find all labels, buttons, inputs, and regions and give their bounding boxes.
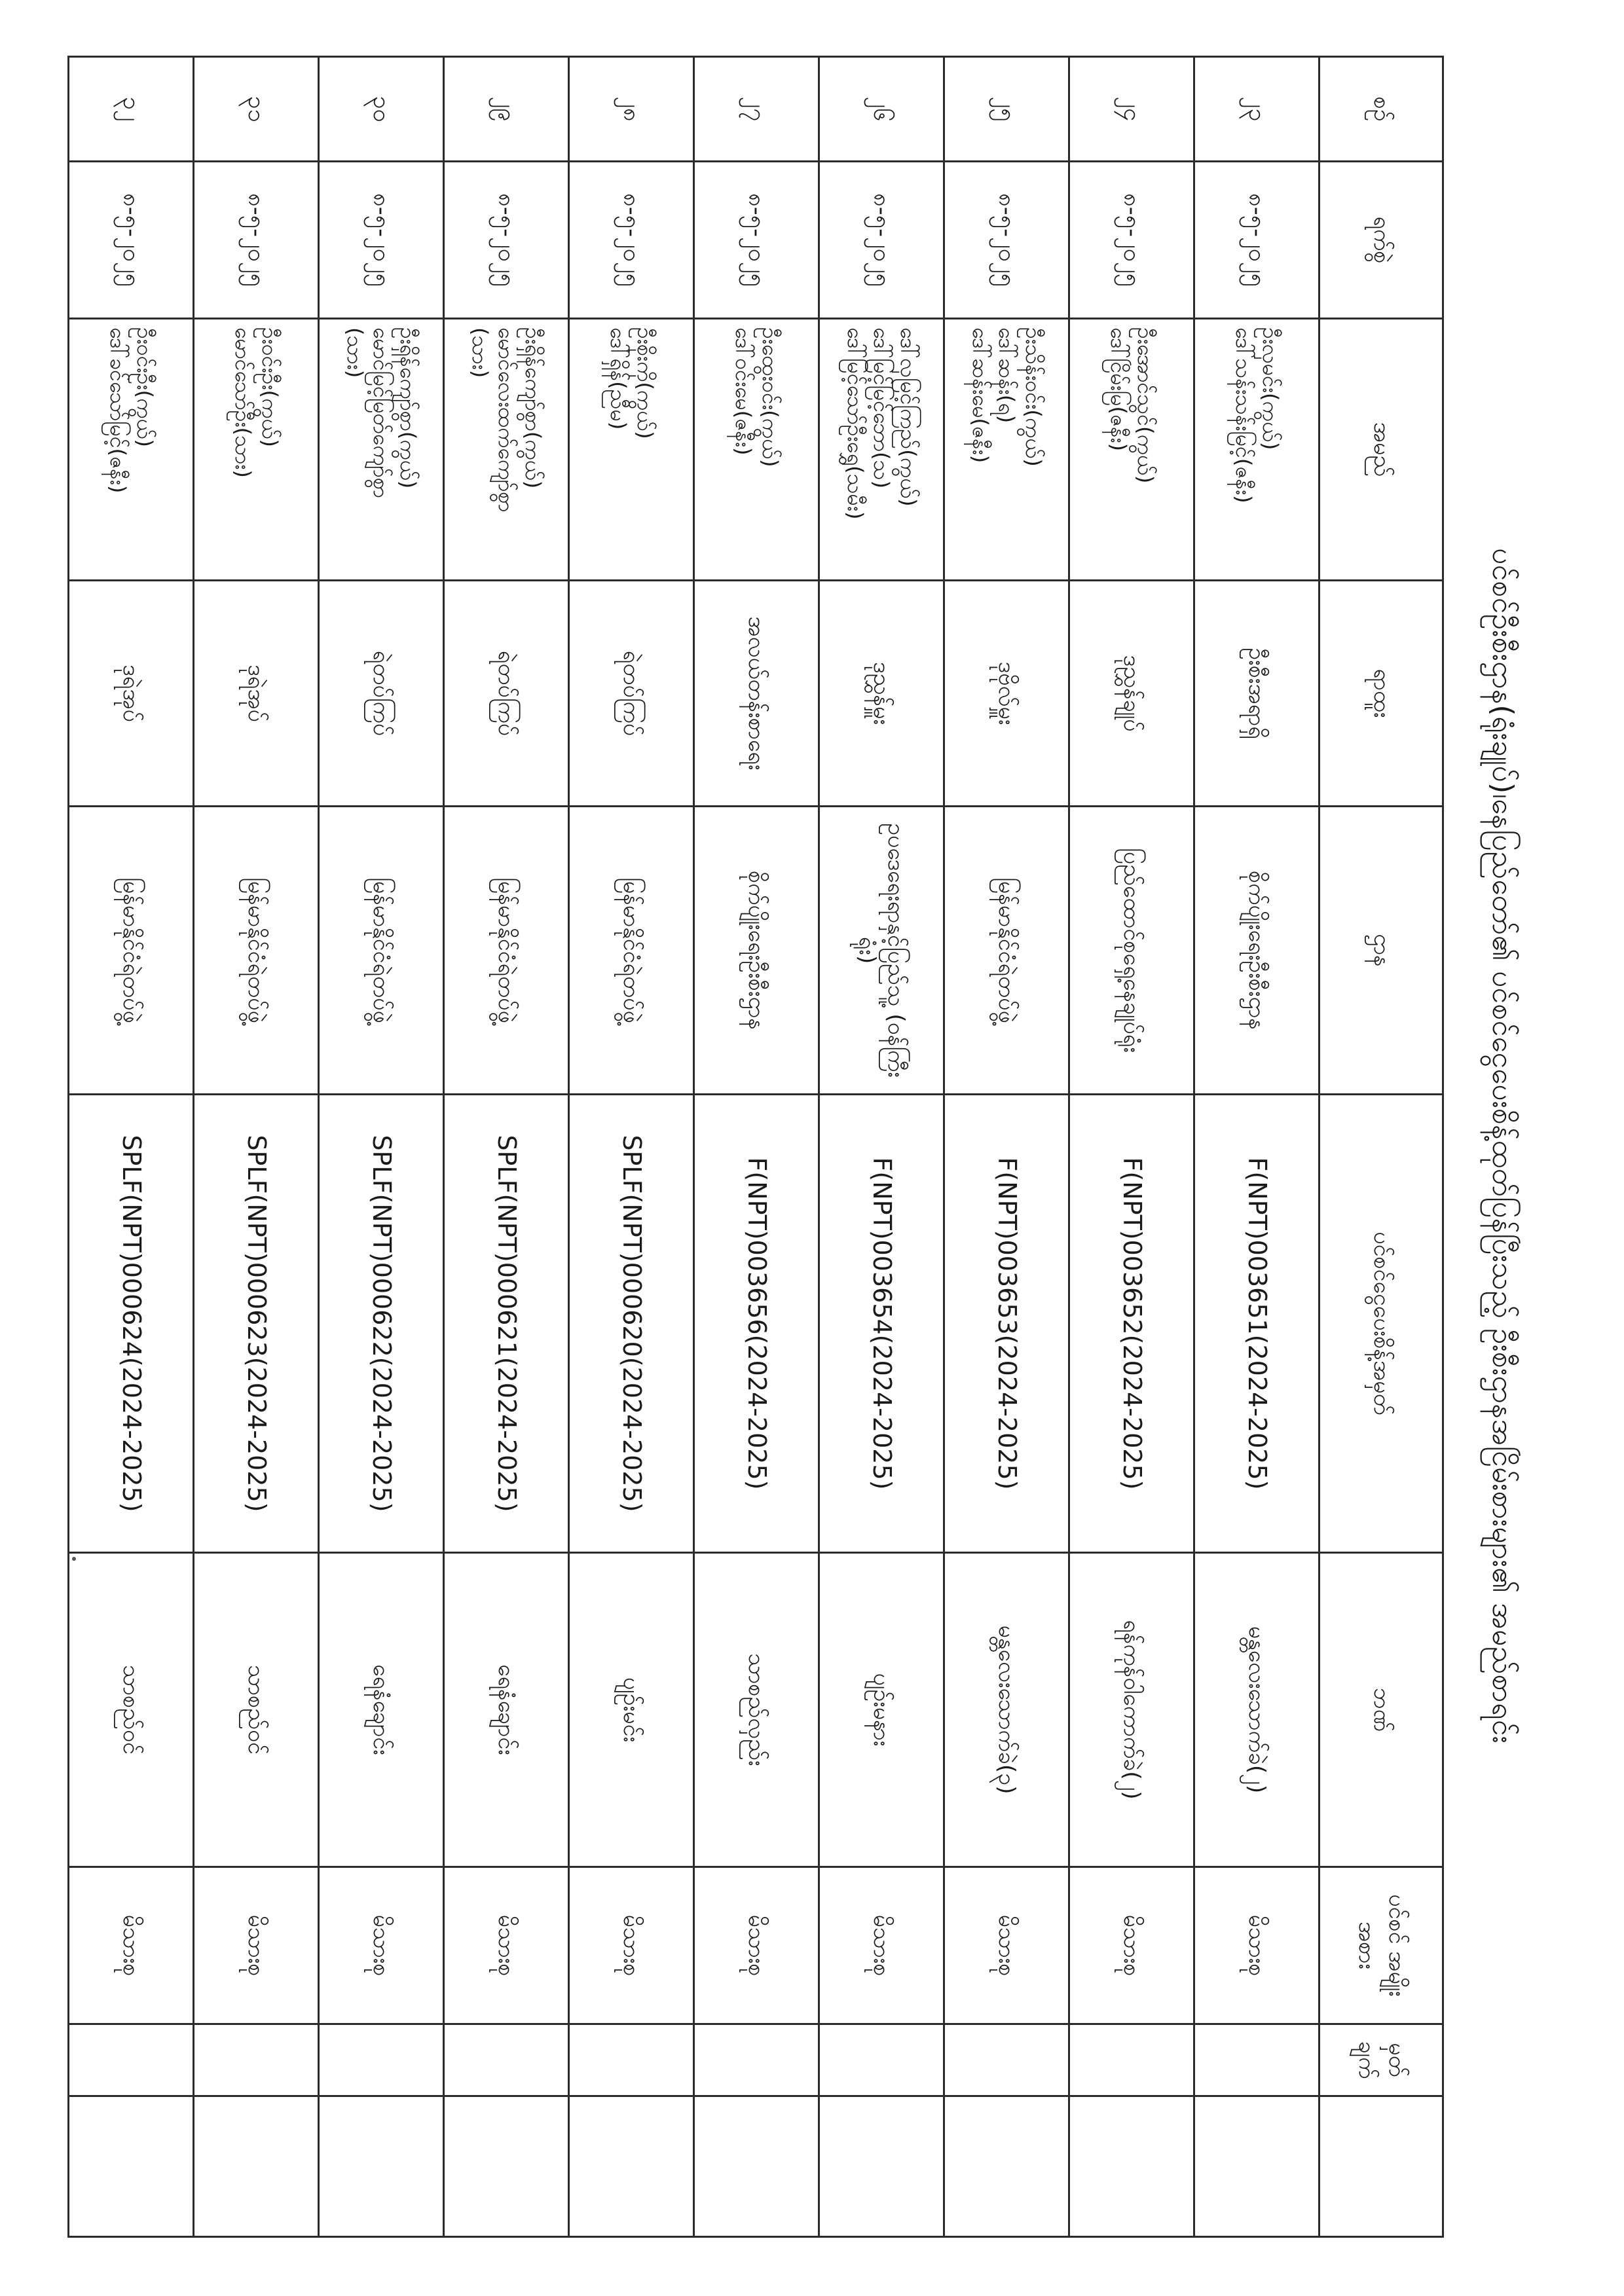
col-header-number: စဉ် (1320, 57, 1443, 162)
row-bank: မန္တလေးသောက်ခဲ(၂) (1194, 1553, 1320, 1867)
row-blank (319, 2096, 444, 2237)
row-remark (194, 2024, 319, 2096)
table-row (569, 57, 694, 2237)
row-department: စိုက်ပျိုးရေးဦးစီးဌာန (1194, 807, 1320, 1095)
row-position: ဒုရဲအုပ် (194, 581, 319, 807)
row-bank: မန္တလေးသောက်ခဲ(၃) (944, 1553, 1069, 1867)
row-type: မိသားစု (569, 1867, 694, 2024)
col-header-remark: မှတ် ချက် (1320, 2024, 1443, 2096)
row-number: ၂၃ (1194, 57, 1320, 162)
row-bank: ရေနံချောင်း (319, 1553, 444, 1867)
row-bank: ရန်ကုန်ဝါကောက်ခဲ(၂) (1069, 1553, 1194, 1867)
row-date: ၈-၅-၂၀၂၅ (319, 162, 444, 319)
row-number: ၂၉ (444, 57, 569, 162)
row-type: မိသားစု (319, 1867, 444, 2024)
row-name-line: ဦးရှိန်ကျော်စွာ(ကွယ်) (396, 327, 421, 489)
row-blank (1069, 2096, 1194, 2237)
row-name (944, 319, 1069, 581)
row-date: ၈-၅-၂၀၂၅ (194, 162, 319, 319)
col-header-position: ရာထူး (1320, 581, 1443, 807)
col-header-name: အမည် (1320, 319, 1443, 581)
pension-register-table (67, 56, 1444, 2238)
row-name-line: ဦးထွေးဝင်း(ကွယ်) (757, 327, 783, 467)
row-name-line: (သား) (467, 327, 492, 378)
row-type: မိသားစု (944, 1867, 1069, 2024)
row-name-line: ဦးဝင်းဦး(ကွယ်) (257, 327, 282, 447)
row-blank (694, 2096, 819, 2237)
document-sheet (49, 56, 1536, 2236)
row-name (69, 319, 194, 581)
row-name-line: ဦးသိန်းဝင်း(ကွယ်) (1021, 327, 1046, 467)
row-date: ၈-၅-၂၀၂၅ (694, 162, 819, 319)
row-blank (444, 2096, 569, 2237)
row-department: မြန်မာနိုင်ငံရဲတပ်ဖွဲ့ (569, 807, 694, 1095)
row-number: ၂၈ (569, 57, 694, 162)
row-number: ၃၁ (194, 57, 319, 162)
row-name-line: (သား) (342, 327, 367, 378)
row-number: ၂၇ (694, 57, 819, 162)
row-remark (819, 2024, 944, 2096)
row-type: မိသားစု (1194, 1867, 1320, 2024)
row-department: စိုက်ပျိုးရေးဦးစီးဌာန (694, 807, 819, 1095)
row-department: မြန်မာနိုင်ငံရဲတပ်ဖွဲ့ (194, 807, 319, 1095)
row-type: မိသားစု (194, 1867, 319, 2024)
row-license: SPLF(NPT)000622(2024-2025) (319, 1095, 444, 1553)
row-name-line: ဒေါ်ငြိမ်းမြ(ဇနီး) (1106, 327, 1131, 452)
scan-speck (72, 1557, 76, 1561)
row-license: SPLF(NPT)000621(2024-2025) (444, 1095, 569, 1553)
row-type: မိသားစု (444, 1867, 569, 2024)
row-department: ပြည်ထောင်စုရှေ့နေချုပ်ရုံး (1069, 807, 1194, 1095)
row-blank (944, 2096, 1069, 2237)
row-license: F(NPT)003651(2024-2025) (1194, 1095, 1320, 1553)
header-row (1320, 57, 1443, 2237)
row-blank (194, 2096, 319, 2237)
row-name-line: ဦးစိုးကို(ကွယ်) (632, 327, 657, 439)
row-blank (819, 2096, 944, 2237)
row-position: ဒုဗိုလ်မှူး (944, 581, 1069, 807)
row-department: မြန်မာနိုင်ငံရဲတပ်ဖွဲ့ (444, 807, 569, 1095)
row-name (819, 319, 944, 581)
col-header-department: ဌာန (1320, 807, 1443, 1095)
row-number: ၂၆ (819, 57, 944, 162)
col-header-license: ပင်စင်ငွေပေးစိန့်အမှတ် (1320, 1095, 1443, 1553)
row-position: ဒုညွှန်ချုပ် (1069, 581, 1194, 807)
row-bank: ရေနံချောင်း (444, 1553, 569, 1867)
row-type: မိသားစု (1069, 1867, 1194, 2024)
row-name-line: ဒေါ်မြင့်သော်ဦးရွှေ(သမီး) (842, 327, 868, 520)
row-position: ရဲတပ်ကြပ် (319, 581, 444, 807)
row-remark (694, 2024, 819, 2096)
row-name-line: ဒေါ်သန်းသန်းမြင့်(ဇနီး) (1231, 327, 1256, 503)
row-date: ၈-၅-၂၀၂၅ (1069, 162, 1194, 319)
row-name-line: ဦးအောင်သွင်(ကွယ်) (1132, 327, 1158, 484)
row-name-line: ဦးဝင်းဦး(ကွယ်) (132, 327, 157, 447)
row-bank: ပျဉ်းမင်း (569, 1553, 694, 1867)
row-type: မိသားစု (819, 1867, 944, 2024)
row-remark (1069, 2024, 1194, 2096)
row-name-line: ဒေါ်ရှိန်(ညီမ) (606, 327, 631, 430)
row-bank: ပျဉ်းမနား (819, 1553, 944, 1867)
row-number: ၂၅ (944, 57, 1069, 162)
col-header-bank: ဘဏ် (1320, 1553, 1443, 1867)
row-license: F(NPT)003654(2024-2025) (819, 1095, 944, 1553)
row-number: ၃၀ (319, 57, 444, 162)
row-name-line: မောင်မြင့်မြတ်ကျော်စွာ (369, 327, 394, 498)
row-blank (69, 2096, 194, 2237)
row-name (194, 319, 319, 581)
row-license: SPLF(NPT)000623(2024-2025) (194, 1095, 319, 1553)
row-date: ၈-၅-၂၀၂၅ (569, 162, 694, 319)
table-body (69, 57, 1320, 2237)
row-department: ဥပဒေရေးရာနှင့်ပြည်သူ့ (ဝန်ကြီးရုံး) (819, 807, 944, 1095)
row-name (694, 319, 819, 581)
table-row (1194, 57, 1320, 2237)
row-type: မိသားစု (694, 1867, 819, 2024)
row-remark (319, 2024, 444, 2096)
row-name-line: ဒေါ်ဆန်း(ရ) (994, 327, 1020, 424)
table-row (319, 57, 444, 2237)
row-position: ရဲတပ်ကြပ် (569, 581, 694, 807)
row-name-line: မောင်လေးထက်ကျော်စွာ (494, 327, 519, 513)
row-position: ဒုညွှန်မှူး (819, 581, 944, 807)
row-date: ၈-၅-၂၀၂၅ (944, 162, 1069, 319)
table-row (694, 57, 819, 2237)
row-type: မိသားစု (69, 1867, 194, 2024)
col-header-blank (1320, 2096, 1443, 2237)
row-bank: သာစည်လှည်း (694, 1553, 819, 1867)
row-date: ၈-၅-၂၀၂၅ (69, 162, 194, 319)
row-name (1069, 319, 1194, 581)
row-bank: သာစည်ဝင် (69, 1553, 194, 1867)
row-license: F(NPT)003652(2024-2025) (1069, 1095, 1194, 1553)
row-remark (444, 2024, 569, 2096)
table-row (944, 57, 1069, 2237)
row-name-line: ဦးလှမင်း(ကွယ်) (1257, 327, 1283, 450)
row-position: ရဲတပ်ကြပ် (444, 581, 569, 807)
row-name-line: မောင်သော်ဦး(သား) (231, 327, 255, 478)
table-row (819, 57, 944, 2237)
row-remark (569, 2024, 694, 2096)
row-position: အလယ်တန်းစာရေး (694, 581, 819, 807)
row-department: မြန်မာနိုင်ငံရဲတပ်ဖွဲ့ (69, 807, 194, 1095)
row-number: ၃၂ (69, 57, 194, 162)
row-number: ၂၄ (1069, 57, 1194, 162)
row-date: ၈-၅-၂၀၂၅ (819, 162, 944, 319)
table-row (194, 57, 319, 2237)
row-name (1194, 319, 1320, 581)
row-name (444, 319, 569, 581)
row-bank: သာစည်ဝင် (194, 1553, 319, 1867)
row-license: SPLF(NPT)000620(2024-2025) (569, 1095, 694, 1553)
row-blank (1194, 2096, 1320, 2237)
row-blank (569, 2096, 694, 2237)
row-position: ဒုရဲအုပ် (69, 581, 194, 807)
table-row (444, 57, 569, 2237)
table-row (1069, 57, 1194, 2237)
page-title: ပင်စင်ဦးစီးဌာန(ရုံးချုပ်)၊နေပြည်တော်၏ ပင်စင်ငွေပေးစိန့်ထုတ်ပြန်ပြီးသည့် ဦးစီးဌာနအငြိမ်းစားများ၏ အမည်စာရင်း (1486, 547, 1519, 1743)
row-department: မြန်မာနိုင်ငံရဲတပ်ဖွဲ့ (944, 807, 1069, 1095)
table-row (69, 57, 194, 2237)
row-position: ဦးစီးအရာရှိ (1194, 581, 1320, 807)
row-name (319, 319, 444, 581)
col-header-date: ရက်စွဲ (1320, 162, 1443, 319)
row-date: ၈-၅-၂၀၂၅ (444, 162, 569, 319)
row-department: မြန်မာနိုင်ငံရဲတပ်ဖွဲ့ (319, 807, 444, 1095)
row-date: ၈-၅-၂၀၂၅ (1194, 162, 1320, 319)
row-name-line: ဒေါ်မြင့်မြင့်ဘော(သ) (869, 327, 895, 489)
row-remark (69, 2024, 194, 2096)
row-remark (944, 2024, 1069, 2096)
row-license: SPLF(NPT)000624(2024-2025) (69, 1095, 194, 1553)
row-name (569, 319, 694, 581)
col-header-type: ပင်စင် အမျိုးအစား (1320, 1867, 1443, 2024)
row-name-line: ဒေါ်ခင်သော်မြင့်(ဇနီး) (105, 327, 130, 494)
row-license: F(NPT)003656(2024-2025) (694, 1095, 819, 1553)
row-name-line: ဒေါ်ဆန်းမေ(ဇနီး) (967, 327, 993, 464)
row-name-line: ဒေါ်လှမြင့်ကြည်(ကွယ်) (896, 327, 921, 507)
row-license: F(NPT)003653(2024-2025) (944, 1095, 1069, 1553)
row-name-line: ဦးရှိန်ကျော်စွာ(ကွယ်) (521, 327, 546, 489)
row-remark (1194, 2024, 1320, 2096)
row-name-line: ဒေါ်ဝင်းမေ(ဇနီး) (731, 327, 756, 456)
